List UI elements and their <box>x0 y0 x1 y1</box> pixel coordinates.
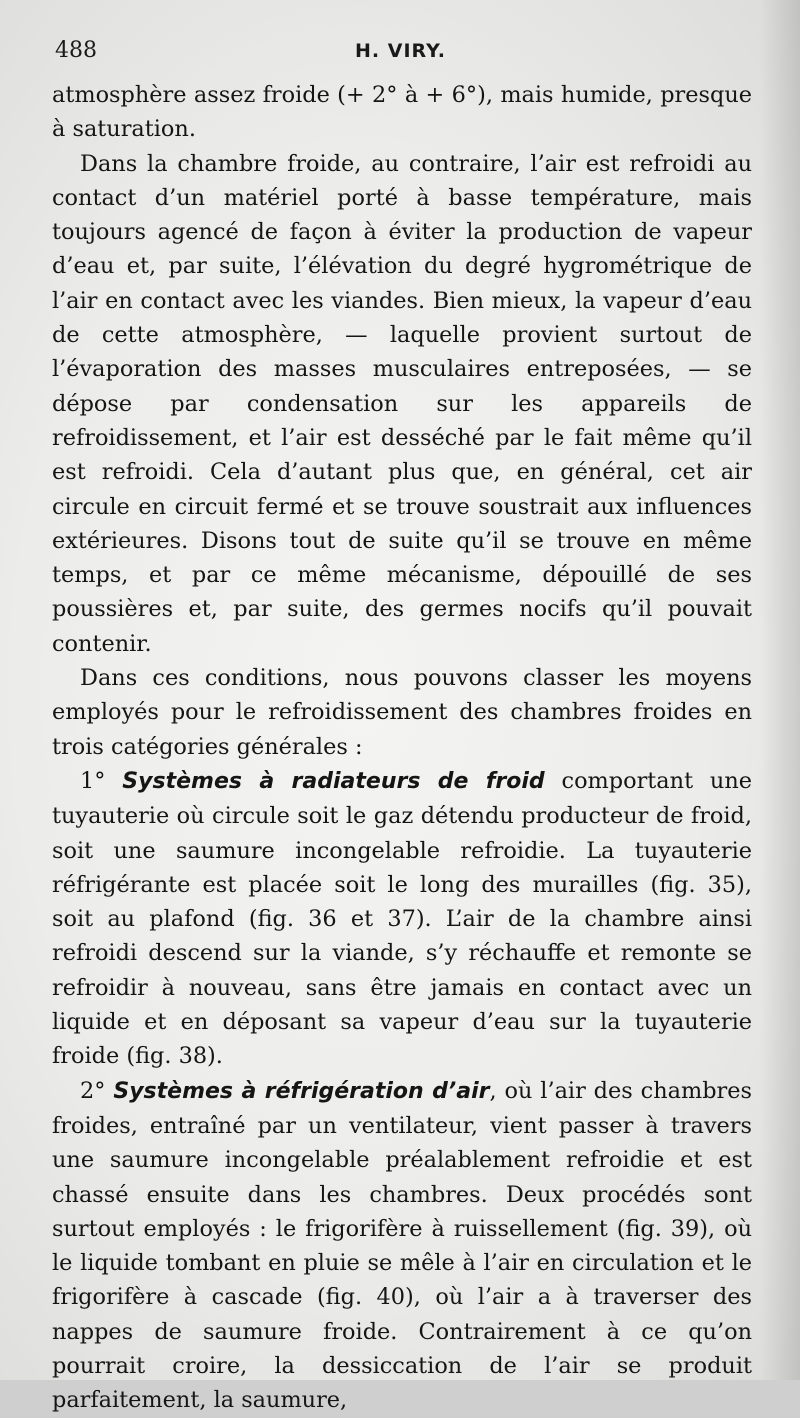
list-number-1: 1° <box>80 767 106 794</box>
paragraph-3: Dans ces conditions, nous pouvons classer les moyens employés pour le refroidissement des chambres froides en trois catégories générales : <box>52 665 752 760</box>
paragraph-5-text: , où l’air des chambres froides, entraîné par un ventilateur, vient passer à travers une saumure incongelable préalablement refroidie et est chassé ensuite dans les chambres. Deux procédés sont surtout employés : le frigorifère à ruissellement (fig. 39), où le liquide tombant en pluie se mêle à l’air en circulation et le frigorifère à cascade (fig. 40), où l’air a à traverser des nappes de saumure froide. Contrairement à ce qu’on pourrait croire, la dessiccation de l’air se produit parfaitement, la saumure, <box>52 1077 752 1414</box>
body-text <box>52 78 752 1418</box>
running-head: H. VIRY. <box>355 40 446 62</box>
section-heading-1: Systèmes à radiateurs de froid <box>122 768 545 794</box>
section-heading-2: Systèmes à réfrigération d’air <box>113 1078 490 1104</box>
page-number: 488 <box>55 38 97 63</box>
paragraph-5 <box>52 1074 752 1418</box>
paragraph-4 <box>52 764 752 1074</box>
paragraph-2: Dans la chambre froide, au contraire, l’air est refroidi au contact d’un matériel porté à basse température, mais toujours agencé de façon à éviter la production de vapeur d’eau et, par suite, l’élévation du degré hygrométrique de l’air en contact avec les viandes. Bien mieux, la vapeur d’eau de cette atmosphère, — laquelle provient surtout de l’évaporation des masses musculaires entreposées, — se dépose par condensation sur les appareils de refroidissement, et l’air est desséché par le fait même qu’il est refroidi. Cela d’autant plus que, en général, cet air circule en circuit fermé et se trouve soustrait aux influences extérieures. Disons tout de suite qu’il se trouve en même temps, et par ce même mécanisme, dépouillé de ses poussières et, par suite, des germes nocifs qu’il pouvait contenir. <box>52 150 752 657</box>
page-header <box>55 38 755 68</box>
paragraph-4-text: comportant une tuyauterie où circule soit le gaz détendu producteur de froid, soit une saumure incongelable refroidie. La tuyauterie réfrigérante est placée soit le long des murailles (fig. 35), soit au plafond (fig. 36 et 37). L’air de la chambre ainsi refroidi descend sur la viande, s’y réchauffe et remonte se refroidir à nouveau, sans être jamais en contact avec un liquide et en déposant sa vapeur d’eau sur la tuyauterie froide (fig. 38). <box>52 767 752 1070</box>
paragraph-1: atmosphère assez froide (+ 2° à + 6°), mais humide, presque à saturation. <box>52 82 752 143</box>
list-number-2: 2° <box>80 1077 106 1104</box>
